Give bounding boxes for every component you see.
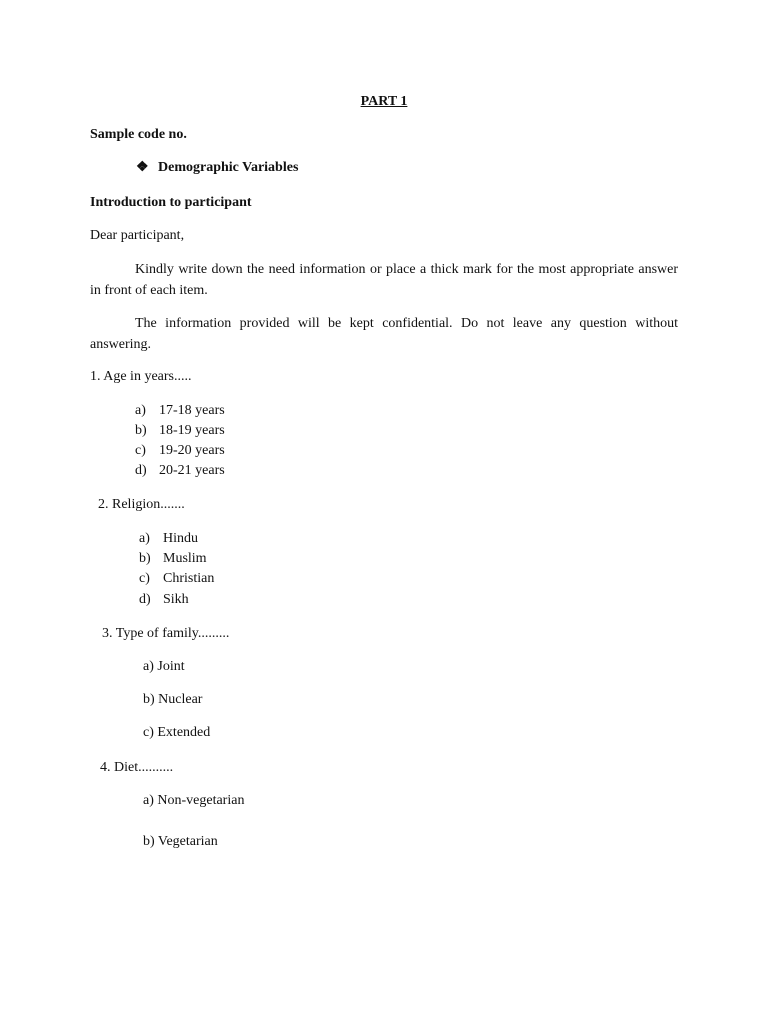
question-age-label: 1. Age in years..... <box>90 369 192 384</box>
option-family-b: b) Nuclear <box>143 692 203 707</box>
question-religion-label: 2. Religion....... <box>98 497 185 512</box>
option-religion-a: a) Hindu <box>139 531 198 546</box>
section-heading: Demographic Variables <box>158 160 299 175</box>
instruction-paragraph-2 <box>90 313 678 355</box>
question-diet-label: 4. Diet.......... <box>100 760 174 775</box>
paragraph-1-text: Kindly write down the need information or place a thick mark for the most appropriate answer in front of each item. <box>90 262 678 298</box>
option-religion-c: c) Christian <box>139 571 215 586</box>
option-family-a: a) Joint <box>143 659 185 674</box>
sample-code-label: Sample code no. <box>90 127 187 142</box>
question-family-label: 3. Type of family......... <box>102 626 230 641</box>
paragraph-2-text: The information provided will be kept confidential. Do not leave any question without answering. <box>90 316 678 352</box>
option-diet-a: a) Non-vegetarian <box>143 793 245 808</box>
intro-heading: Introduction to participant <box>90 195 252 210</box>
page-title: PART 1 <box>360 94 408 109</box>
option-age-a: a) 17-18 years <box>135 403 225 418</box>
option-age-b: b) 18-19 years <box>135 423 225 438</box>
option-age-c: c) 19-20 years <box>135 443 225 458</box>
option-age-d: d) 20-21 years <box>135 463 225 478</box>
option-religion-b: b) Muslim <box>139 551 207 566</box>
option-religion-d: d) Sikh <box>139 592 189 607</box>
option-family-c: c) Extended <box>143 725 211 740</box>
instruction-paragraph-1 <box>90 259 678 301</box>
diamond-bullet-icon: ❖ <box>136 160 149 175</box>
option-diet-b: b) Vegetarian <box>143 834 218 849</box>
section-heading-row <box>136 159 298 177</box>
salutation: Dear participant, <box>90 228 185 243</box>
